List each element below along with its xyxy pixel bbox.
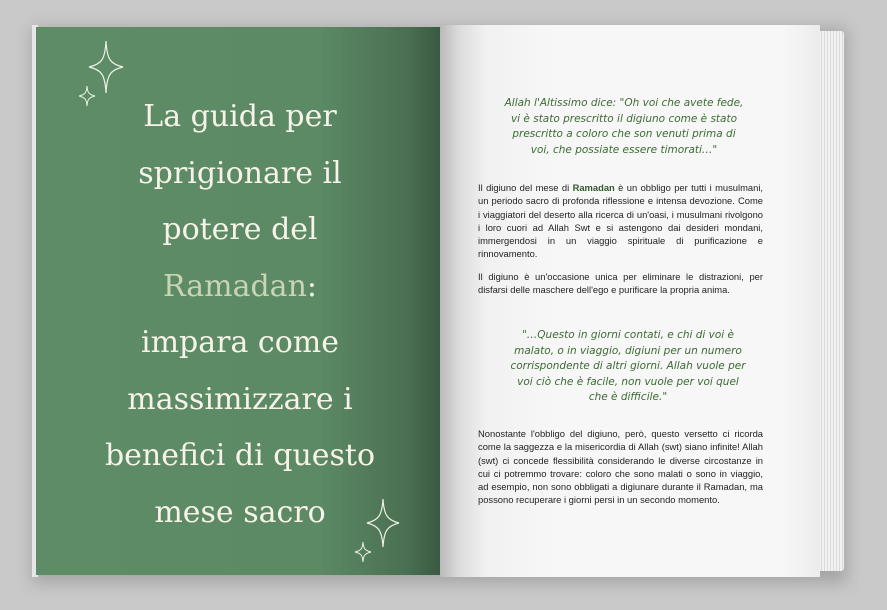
title-line: benefici di questo [104,438,376,473]
quote-line: voi ciò che è facile, non vuole per voi quel [517,375,739,388]
title-highlight: Ramadan [162,268,307,304]
title-highlight-suffix: : [306,268,317,304]
title-line [80,259,400,316]
open-book [36,25,844,577]
cover-title [80,89,400,541]
title-line: impara come [141,325,339,360]
keyword-ramadan: Ramadan [572,182,615,193]
right-page [440,25,820,577]
title-line: potere del [162,212,318,247]
quote-line: voi, che possiate essere timorati…" [530,143,718,156]
quote-line: "…Questo in giorni contati, e chi di voi è [521,329,735,341]
left-page-cover [36,27,440,575]
quote-line: malato, o in viaggio, digiuni per un numero [514,344,742,357]
quote-line: vi è stato prescritto il digiuno come è stato [510,112,738,125]
paragraph-text: è un obbligo per tutti i musulmani, un periodo sacro di profonda riflessione e intensa devozione. Come i viaggiatori del deserto alla ricerca di un'oasi, i musulmani rivolgono i loro cuori ad Allah Swt e si astengono dai desideri mondani, immergendosi in un viaggio spirituale di purificazione e rinnovamento. [478,182,764,260]
quote-line: prescritto a coloro che son venuti prima di [512,128,736,140]
title-line: massimizzare i [127,381,353,417]
title-line: La guida per [143,99,337,134]
title-line: sprigionare il [138,155,342,191]
paragraph-text: Il digiuno del mese di [478,182,570,193]
paragraph [478,181,763,261]
quote-line: che è difficile." [588,391,668,403]
paragraph: Il digiuno è un'occasione unica per eliminare le distrazioni, per disfarsi delle maschere dell'ego e purificare la propria anima. [478,271,763,296]
paragraph: Nonostante l'obbligo del digiuno, però, questo versetto ci ricorda come la saggezza e la misericordia di Allah (swt) siano infinite! Allah (swt) ci concede flessibilità considerando le diverse circostanze in cui ci potremmo trovare: coloro che sono malati o sono in viaggio, ad esempio, non sono obbligati a digiunare durante il Ramadan, ma possono recuperare i giorni persi in un secondo momento. [478,428,763,506]
title-line: mese sacro [154,494,326,530]
quote-block [508,328,748,406]
quote-block [504,96,744,158]
quote-line: Allah l'Altissimo dice: "Oh voi che avete fede, [504,97,744,109]
sparkle-star-icon [354,541,372,563]
quote-line: corrispondente di altri giorni. Allah vuole per [510,360,746,372]
